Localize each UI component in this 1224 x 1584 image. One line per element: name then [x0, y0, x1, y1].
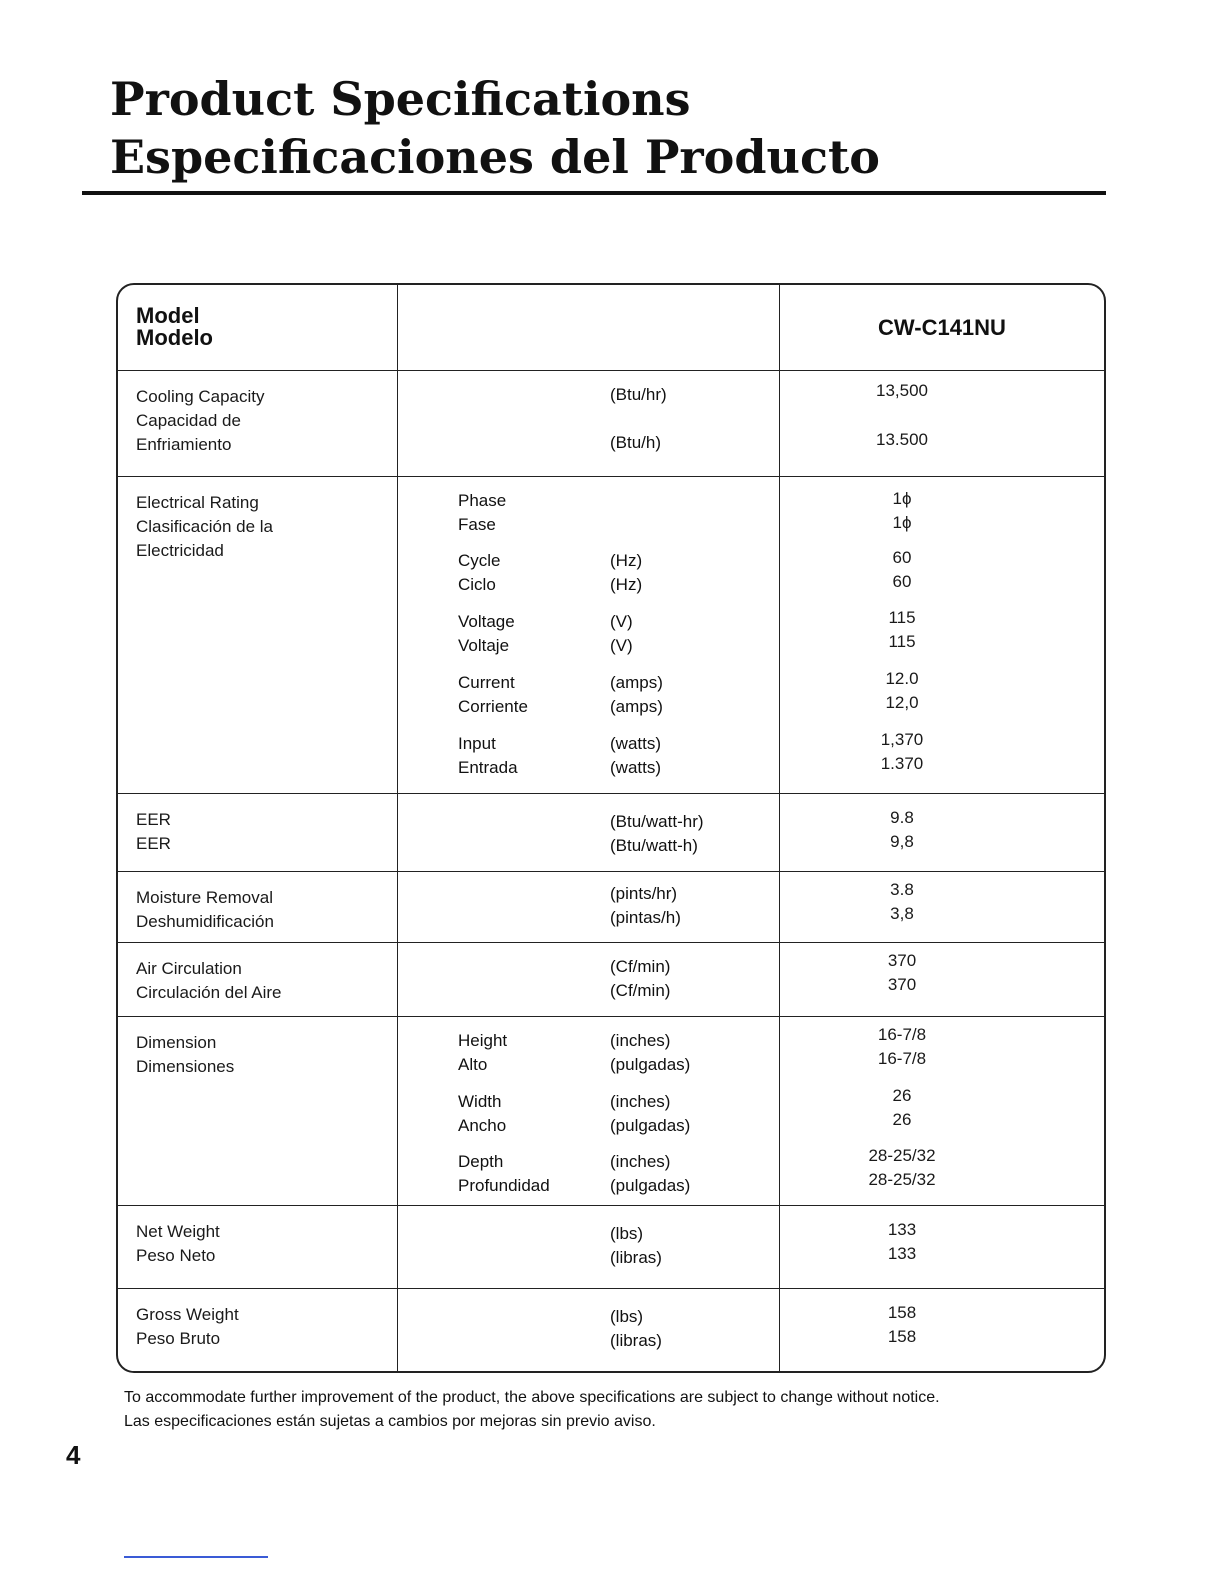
- voltage-value-es: 115: [888, 632, 916, 651]
- width-label-en: Width: [458, 1092, 502, 1111]
- current-value-en: 12.0: [885, 669, 919, 688]
- cooling-unit-en: (Btu/hr): [610, 385, 667, 404]
- title-spanish: Especificaciones del Producto: [110, 130, 880, 184]
- cooling-label-en: Cooling Capacity: [136, 387, 265, 406]
- current-value-es: 12,0: [885, 693, 919, 712]
- cooling-value-en: 13,500: [876, 381, 928, 400]
- phase-label-es: Fase: [458, 515, 496, 534]
- moisture-unit-en: (pints/hr): [610, 884, 678, 903]
- cycle-label-es: Ciclo: [458, 575, 496, 594]
- gross-weight-label-en: Gross Weight: [136, 1305, 239, 1324]
- gross-weight-value-en: 158: [887, 1303, 917, 1322]
- height-unit-es: (pulgadas): [610, 1055, 691, 1074]
- eer-label-es: EER: [136, 834, 171, 853]
- height-label-en: Height: [458, 1031, 508, 1050]
- cooling-value-es: 13.500: [876, 430, 928, 449]
- moisture-unit-es: (pintas/h): [610, 908, 681, 927]
- voltage-label-en: Voltage: [458, 612, 515, 631]
- input-value-es: 1.370: [880, 754, 924, 773]
- table-row-dimension: [118, 1016, 1104, 1205]
- phase-label-en: Phase: [458, 491, 507, 510]
- voltage-label-es: Voltaje: [458, 636, 510, 655]
- title-divider: [82, 191, 1106, 195]
- table-row-moisture-removal: [118, 871, 1104, 942]
- net-weight-value-es: 133: [887, 1244, 917, 1263]
- voltage-unit-es: (V): [610, 636, 633, 655]
- title-english: Product Specifications: [110, 72, 691, 126]
- cycle-unit-es: (Hz): [610, 575, 643, 594]
- moisture-value-en: 3.8: [890, 880, 914, 899]
- eer-value-es: 9,8: [890, 832, 914, 851]
- air-label-en: Air Circulation: [136, 959, 242, 978]
- current-label-es: Corriente: [458, 697, 528, 716]
- cycle-unit-en: (Hz): [610, 551, 643, 570]
- footer-divider: [124, 1556, 268, 1558]
- input-label-en: Input: [458, 734, 496, 753]
- footnote-spanish: Las especificaciones están sujetas a cambios por mejoras sin previo aviso.: [124, 1413, 656, 1430]
- current-label-en: Current: [458, 673, 515, 692]
- air-unit-en: (Cf/min): [610, 957, 671, 976]
- net-weight-unit-es: (libras): [610, 1248, 662, 1267]
- width-value-es: 26: [892, 1110, 912, 1129]
- cycle-label-en: Cycle: [458, 551, 501, 570]
- moisture-label-es: Deshumidificación: [136, 912, 274, 931]
- air-value-en: 370: [887, 951, 917, 970]
- depth-unit-es: (pulgadas): [610, 1176, 691, 1195]
- moisture-value-es: 3,8: [890, 904, 914, 923]
- net-weight-value-en: 133: [887, 1220, 917, 1239]
- height-value-es: 16-7/8: [877, 1049, 927, 1068]
- height-value-en: 16-7/8: [877, 1025, 927, 1044]
- input-label-es: Entrada: [458, 758, 518, 777]
- net-weight-label-en: Net Weight: [136, 1222, 220, 1241]
- table-row-air-circulation: [118, 942, 1104, 1016]
- width-label-es: Ancho: [458, 1116, 507, 1135]
- height-unit-en: (inches): [610, 1031, 671, 1050]
- depth-label-en: Depth: [458, 1152, 504, 1171]
- cycle-value-en: 60: [892, 548, 912, 567]
- depth-label-es: Profundidad: [458, 1176, 550, 1195]
- moisture-label-en: Moisture Removal: [136, 888, 273, 907]
- cooling-unit-es: (Btu/h): [610, 433, 662, 452]
- model-label-es: Modelo: [136, 325, 213, 350]
- net-weight-unit-en: (lbs): [610, 1224, 644, 1243]
- table-row-net-weight: [118, 1205, 1104, 1288]
- table-row-gross-weight: [118, 1288, 1104, 1371]
- table-row-electrical-rating: [118, 476, 1104, 793]
- header-label-cell: [118, 285, 398, 370]
- electrical-label-es-1: Clasificación de la: [136, 517, 274, 536]
- model-number: CW-C141NU: [878, 315, 1006, 340]
- eer-unit-en: (Btu/watt-hr): [610, 812, 704, 831]
- depth-value-en: 28-25/32: [868, 1146, 936, 1165]
- phase-value-es: 1ϕ: [892, 513, 912, 532]
- electrical-label-en: Electrical Rating: [136, 493, 259, 512]
- footnote: [124, 1386, 940, 1434]
- specifications-table: [116, 283, 1106, 1373]
- gross-weight-unit-es: (libras): [610, 1331, 662, 1350]
- current-unit-es: (amps): [610, 697, 663, 716]
- eer-unit-es: (Btu/watt-h): [610, 836, 698, 855]
- net-weight-label-es: Peso Neto: [136, 1246, 216, 1265]
- width-value-en: 26: [892, 1086, 912, 1105]
- table-header-row: [118, 285, 1104, 370]
- eer-label-en: EER: [136, 810, 171, 829]
- gross-weight-label-es: Peso Bruto: [136, 1329, 221, 1348]
- input-unit-es: (watts): [610, 758, 661, 777]
- gross-weight-value-es: 158: [887, 1327, 917, 1346]
- air-label-es: Circulación del Aire: [136, 983, 282, 1002]
- footnote-english: To accommodate further improvement of the product, the above specifications are subject to change without notice.: [124, 1389, 940, 1406]
- phase-value-en: 1ϕ: [892, 489, 912, 508]
- gross-weight-unit-en: (lbs): [610, 1307, 644, 1326]
- model-label-en: Model: [136, 303, 200, 328]
- depth-unit-en: (inches): [610, 1152, 671, 1171]
- cycle-value-es: 60: [892, 572, 912, 591]
- voltage-unit-en: (V): [610, 612, 633, 631]
- air-value-es: 370: [887, 975, 917, 994]
- page-title: [110, 70, 880, 186]
- height-label-es: Alto: [458, 1055, 488, 1074]
- eer-value-en: 9.8: [890, 808, 914, 827]
- input-value-en: 1,370: [880, 730, 924, 749]
- page-number: 4: [66, 1440, 81, 1470]
- table-row-cooling-capacity: [118, 370, 1104, 476]
- input-unit-en: (watts): [610, 734, 661, 753]
- dimension-label-es: Dimensiones: [136, 1057, 235, 1076]
- voltage-value-en: 115: [888, 608, 916, 627]
- dimension-label-en: Dimension: [136, 1033, 217, 1052]
- air-unit-es: (Cf/min): [610, 981, 671, 1000]
- electrical-label-es-2: Electricidad: [136, 541, 224, 560]
- cooling-label-es-1: Capacidad de: [136, 411, 241, 430]
- width-unit-es: (pulgadas): [610, 1116, 691, 1135]
- width-unit-en: (inches): [610, 1092, 671, 1111]
- table-row-eer: [118, 793, 1104, 871]
- current-unit-en: (amps): [610, 673, 663, 692]
- cooling-label-es-2: Enfriamiento: [136, 435, 232, 454]
- depth-value-es: 28-25/32: [868, 1170, 936, 1189]
